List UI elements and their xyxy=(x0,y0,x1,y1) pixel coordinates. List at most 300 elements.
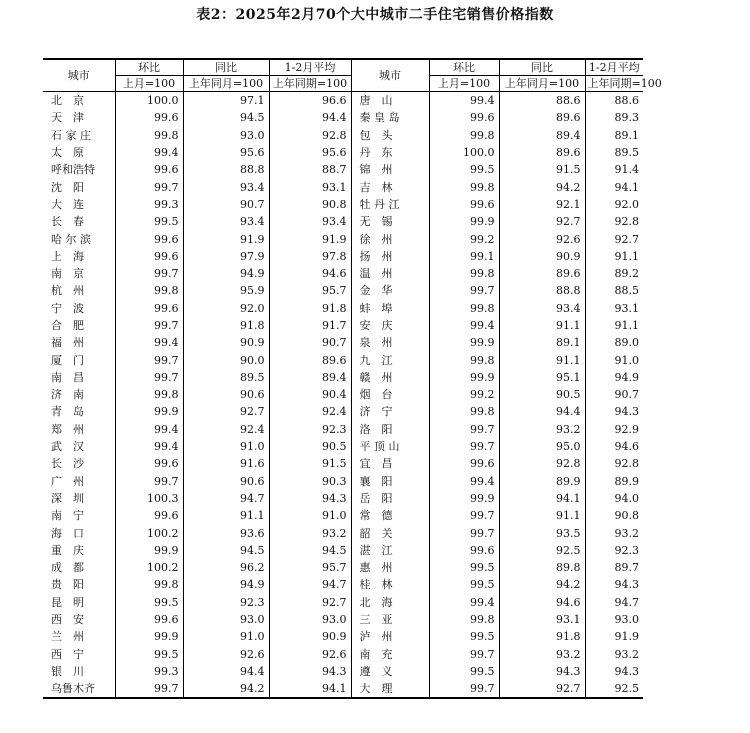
yoy-index: 93.0 xyxy=(183,127,269,144)
avg-index: 92.6 xyxy=(269,646,351,663)
mom-index: 99.4 xyxy=(429,317,499,334)
city-name: 金 华 xyxy=(351,282,429,299)
city-name: 烟 台 xyxy=(351,386,429,403)
avg-index: 89.9 xyxy=(585,473,643,490)
yoy-index: 89.5 xyxy=(183,369,269,386)
city-name: 惠 州 xyxy=(351,559,429,576)
avg-index: 92.7 xyxy=(269,594,351,611)
table-row xyxy=(43,473,643,490)
yoy-index: 89.6 xyxy=(499,144,585,161)
yoy-base-header: 上年同月=100 xyxy=(183,76,269,92)
avg-header: 1-2月平均 xyxy=(585,59,643,76)
price-index-table xyxy=(43,58,662,699)
avg-index: 91.4 xyxy=(585,161,643,178)
mom-index: 99.2 xyxy=(429,230,499,247)
avg-index: 91.1 xyxy=(585,317,643,334)
mom-index: 99.2 xyxy=(429,386,499,403)
city-name: 上 海 xyxy=(51,249,84,263)
yoy-index: 91.0 xyxy=(183,628,269,645)
avg-index: 93.2 xyxy=(585,524,643,541)
yoy-index: 92.5 xyxy=(499,542,585,559)
city-name: 蚌 埠 xyxy=(351,300,429,317)
table-row xyxy=(43,248,643,265)
mom-index: 99.4 xyxy=(115,421,183,438)
table-row xyxy=(43,196,643,213)
avg-index: 96.6 xyxy=(269,92,351,110)
mom-index: 99.7 xyxy=(115,680,183,698)
city-name: 长 春 xyxy=(51,215,84,229)
mom-index: 99.6 xyxy=(115,161,183,178)
yoy-index: 94.5 xyxy=(183,542,269,559)
mom-index: 99.7 xyxy=(429,507,499,524)
table-row xyxy=(43,646,643,663)
city-name: 大 理 xyxy=(351,680,429,698)
avg-index: 92.7 xyxy=(585,230,643,247)
mom-index: 99.5 xyxy=(429,663,499,680)
table-row xyxy=(43,576,643,593)
city-name: 济 宁 xyxy=(351,403,429,420)
table-row xyxy=(43,438,643,455)
yoy-index: 93.4 xyxy=(183,213,269,230)
avg-index: 91.7 xyxy=(269,317,351,334)
avg-index: 91.8 xyxy=(269,300,351,317)
mom-base-header: 上月=100 xyxy=(115,76,183,92)
yoy-index: 89.9 xyxy=(499,473,585,490)
table-row xyxy=(43,594,643,611)
yoy-index: 92.8 xyxy=(499,455,585,472)
avg-index: 91.9 xyxy=(269,230,351,247)
avg-index: 94.3 xyxy=(585,663,643,680)
city-name: 重 庆 xyxy=(51,543,84,557)
avg-index: 90.7 xyxy=(585,386,643,403)
city-name: 牡 丹 江 xyxy=(351,196,429,213)
table-row xyxy=(43,351,643,368)
table-row xyxy=(43,213,643,230)
yoy-index: 91.1 xyxy=(183,507,269,524)
yoy-index: 92.1 xyxy=(499,196,585,213)
yoy-index: 90.9 xyxy=(183,334,269,351)
city-name: 唐 山 xyxy=(351,92,429,110)
yoy-header: 同比 xyxy=(183,59,269,76)
mom-index: 99.7 xyxy=(429,646,499,663)
mom-index: 99.8 xyxy=(115,127,183,144)
mom-index: 99.8 xyxy=(429,351,499,368)
city-name: 遵 义 xyxy=(351,663,429,680)
avg-index: 92.8 xyxy=(585,213,643,230)
city-name: 岳 阳 xyxy=(351,490,429,507)
header-row-2 xyxy=(43,76,643,92)
city-name: 贵 阳 xyxy=(51,578,84,592)
yoy-index: 94.9 xyxy=(183,576,269,593)
avg-header: 1-2月平均 xyxy=(269,59,351,76)
mom-index: 100.2 xyxy=(115,524,183,541)
city-name: 武 汉 xyxy=(51,440,84,454)
table-row xyxy=(43,144,643,161)
city-name: 桂 林 xyxy=(351,576,429,593)
avg-base-header: 上年同期=100 xyxy=(269,76,351,92)
mom-index: 99.9 xyxy=(115,403,183,420)
mom-index: 99.6 xyxy=(115,507,183,524)
avg-index: 92.3 xyxy=(585,542,643,559)
avg-index: 97.8 xyxy=(269,248,351,265)
city-name: 天 津 xyxy=(51,111,84,125)
yoy-index: 92.6 xyxy=(183,646,269,663)
city-name: 哈 尔 滨 xyxy=(51,232,91,246)
avg-index: 89.1 xyxy=(585,127,643,144)
mom-index: 99.5 xyxy=(429,576,499,593)
mom-index: 99.3 xyxy=(115,663,183,680)
yoy-index: 93.5 xyxy=(499,524,585,541)
mom-index: 99.8 xyxy=(115,386,183,403)
table-row xyxy=(43,92,643,110)
table-row xyxy=(43,282,643,299)
yoy-index: 93.2 xyxy=(499,421,585,438)
mom-index: 99.9 xyxy=(429,334,499,351)
avg-index: 90.4 xyxy=(269,386,351,403)
mom-index: 99.7 xyxy=(115,178,183,195)
city-name: 平 顶 山 xyxy=(351,438,429,455)
yoy-index: 91.1 xyxy=(499,317,585,334)
yoy-index: 89.6 xyxy=(499,109,585,126)
avg-index: 89.7 xyxy=(585,559,643,576)
avg-index: 94.6 xyxy=(585,438,643,455)
table-title: 表2：2025年2月70个大中城市二手住宅销售价格指数 xyxy=(196,7,554,23)
avg-index: 94.3 xyxy=(585,576,643,593)
avg-index: 91.5 xyxy=(269,455,351,472)
mom-index: 99.7 xyxy=(115,317,183,334)
yoy-index: 93.0 xyxy=(183,611,269,628)
avg-index: 95.7 xyxy=(269,559,351,576)
avg-index: 94.5 xyxy=(269,542,351,559)
city-name: 丹 东 xyxy=(351,144,429,161)
yoy-index: 88.8 xyxy=(183,161,269,178)
yoy-index: 91.5 xyxy=(499,161,585,178)
avg-index: 95.6 xyxy=(269,144,351,161)
city-name: 九 江 xyxy=(351,351,429,368)
city-name: 青 岛 xyxy=(51,405,84,419)
yoy-index: 91.8 xyxy=(499,628,585,645)
yoy-index: 94.1 xyxy=(499,490,585,507)
avg-index: 94.1 xyxy=(269,680,351,698)
avg-index: 89.0 xyxy=(585,334,643,351)
avg-index: 89.4 xyxy=(269,369,351,386)
city-name: 北 京 xyxy=(51,94,84,108)
city-name: 海 口 xyxy=(51,526,84,540)
city-name: 湛 江 xyxy=(351,542,429,559)
table-row xyxy=(43,421,643,438)
city-name: 成 都 xyxy=(51,561,84,575)
yoy-index: 90.6 xyxy=(183,386,269,403)
yoy-index: 91.9 xyxy=(183,230,269,247)
mom-index: 99.5 xyxy=(115,594,183,611)
table-row xyxy=(43,265,643,282)
table-row xyxy=(43,628,643,645)
city-name: 福 州 xyxy=(51,336,84,350)
yoy-index: 92.3 xyxy=(183,594,269,611)
table-row xyxy=(43,663,643,680)
mom-index: 100.0 xyxy=(115,92,183,110)
yoy-index: 90.9 xyxy=(499,248,585,265)
city-name: 南 昌 xyxy=(51,370,84,384)
table-row xyxy=(43,334,643,351)
mom-index: 100.0 xyxy=(429,144,499,161)
yoy-index: 90.7 xyxy=(183,196,269,213)
yoy-index: 94.4 xyxy=(499,403,585,420)
yoy-index: 90.6 xyxy=(183,473,269,490)
mom-index: 99.8 xyxy=(429,300,499,317)
yoy-index: 94.2 xyxy=(499,576,585,593)
table-row xyxy=(43,386,643,403)
avg-index: 94.4 xyxy=(269,109,351,126)
avg-index: 90.7 xyxy=(269,334,351,351)
avg-index: 89.5 xyxy=(585,144,643,161)
yoy-index: 93.6 xyxy=(183,524,269,541)
mom-index: 99.1 xyxy=(429,248,499,265)
yoy-index: 90.0 xyxy=(183,351,269,368)
city-name: 无 锡 xyxy=(351,213,429,230)
mom-header: 环比 xyxy=(429,59,499,76)
mom-index: 99.7 xyxy=(115,351,183,368)
yoy-index: 88.6 xyxy=(499,92,585,110)
mom-index: 99.7 xyxy=(429,680,499,698)
mom-index: 99.7 xyxy=(115,265,183,282)
city-name: 厦 门 xyxy=(51,353,84,367)
yoy-index: 93.4 xyxy=(499,300,585,317)
yoy-index: 95.6 xyxy=(183,144,269,161)
yoy-index: 91.8 xyxy=(183,317,269,334)
yoy-index: 97.1 xyxy=(183,92,269,110)
yoy-index: 96.2 xyxy=(183,559,269,576)
avg-index: 92.9 xyxy=(585,421,643,438)
avg-index: 94.3 xyxy=(269,490,351,507)
city-name: 南 宁 xyxy=(51,509,84,523)
avg-index: 92.8 xyxy=(269,127,351,144)
avg-index: 90.8 xyxy=(269,196,351,213)
mom-index: 99.6 xyxy=(429,455,499,472)
table-row xyxy=(43,455,643,472)
yoy-index: 94.9 xyxy=(183,265,269,282)
avg-index: 89.2 xyxy=(585,265,643,282)
city-name: 徐 州 xyxy=(351,230,429,247)
avg-index: 91.0 xyxy=(269,507,351,524)
avg-index: 92.5 xyxy=(585,680,643,698)
avg-index: 93.0 xyxy=(269,611,351,628)
city-name: 沈 阳 xyxy=(51,180,84,194)
avg-index: 94.3 xyxy=(585,403,643,420)
city-name: 安 庆 xyxy=(351,317,429,334)
city-name: 襄 阳 xyxy=(351,473,429,490)
yoy-index: 94.6 xyxy=(499,594,585,611)
table-row xyxy=(43,127,643,144)
city-name: 深 圳 xyxy=(51,491,84,505)
yoy-index: 94.7 xyxy=(183,490,269,507)
yoy-index: 92.0 xyxy=(183,300,269,317)
table-row xyxy=(43,369,643,386)
mom-index: 99.5 xyxy=(115,213,183,230)
avg-index: 94.9 xyxy=(585,369,643,386)
city-name: 吉 林 xyxy=(351,178,429,195)
yoy-index: 97.9 xyxy=(183,248,269,265)
avg-index: 93.2 xyxy=(585,646,643,663)
yoy-index: 94.5 xyxy=(183,109,269,126)
city-name: 秦 皇 岛 xyxy=(351,109,429,126)
mom-index: 99.8 xyxy=(429,403,499,420)
mom-index: 99.8 xyxy=(429,611,499,628)
mom-index: 99.8 xyxy=(429,127,499,144)
mom-index: 99.9 xyxy=(115,542,183,559)
avg-index: 90.8 xyxy=(585,507,643,524)
yoy-index: 95.0 xyxy=(499,438,585,455)
yoy-index: 90.5 xyxy=(499,386,585,403)
table-row xyxy=(43,300,643,317)
yoy-index: 94.4 xyxy=(183,663,269,680)
mom-index: 99.4 xyxy=(429,594,499,611)
city-name: 宁 波 xyxy=(51,301,84,315)
mom-index: 99.6 xyxy=(429,196,499,213)
city-name: 济 南 xyxy=(51,388,84,402)
mom-index: 99.5 xyxy=(429,559,499,576)
mom-index: 99.9 xyxy=(429,213,499,230)
city-name: 包 头 xyxy=(351,127,429,144)
mom-index: 99.4 xyxy=(115,334,183,351)
yoy-index: 94.2 xyxy=(499,178,585,195)
avg-index: 92.0 xyxy=(585,196,643,213)
yoy-index: 91.1 xyxy=(499,351,585,368)
mom-index: 99.9 xyxy=(429,490,499,507)
avg-index: 94.3 xyxy=(269,663,351,680)
city-name: 杭 州 xyxy=(51,284,84,298)
yoy-index: 91.0 xyxy=(183,438,269,455)
city-name: 扬 州 xyxy=(351,248,429,265)
table-row xyxy=(43,524,643,541)
city-name: 呼和浩特 xyxy=(51,163,95,177)
yoy-index: 92.7 xyxy=(499,213,585,230)
avg-index: 91.0 xyxy=(585,351,643,368)
yoy-index: 89.1 xyxy=(499,334,585,351)
city-name: 乌鲁木齐 xyxy=(43,680,115,698)
avg-index: 94.7 xyxy=(269,576,351,593)
city-header: 城市 xyxy=(351,59,429,92)
avg-index: 90.9 xyxy=(269,628,351,645)
mom-index: 99.4 xyxy=(429,92,499,110)
yoy-index: 93.4 xyxy=(183,178,269,195)
mom-index: 99.4 xyxy=(429,473,499,490)
mom-index: 99.3 xyxy=(115,196,183,213)
mom-index: 100.2 xyxy=(115,559,183,576)
mom-index: 99.6 xyxy=(429,542,499,559)
mom-index: 99.5 xyxy=(429,161,499,178)
avg-index: 89.3 xyxy=(585,109,643,126)
yoy-index: 89.8 xyxy=(499,559,585,576)
avg-index: 92.3 xyxy=(269,421,351,438)
table-row xyxy=(43,507,643,524)
city-name: 泸 州 xyxy=(351,628,429,645)
mom-index: 99.4 xyxy=(115,144,183,161)
yoy-index: 94.2 xyxy=(183,680,269,698)
avg-index: 92.4 xyxy=(269,403,351,420)
city-name: 银 川 xyxy=(51,664,84,678)
mom-index: 99.7 xyxy=(429,524,499,541)
avg-index: 89.6 xyxy=(269,351,351,368)
city-name: 常 德 xyxy=(351,507,429,524)
table-row xyxy=(43,317,643,334)
mom-index: 99.6 xyxy=(429,109,499,126)
yoy-index: 89.4 xyxy=(499,127,585,144)
yoy-index: 93.2 xyxy=(499,646,585,663)
mom-base-header: 上月=100 xyxy=(429,76,499,92)
yoy-index: 91.6 xyxy=(183,455,269,472)
mom-index: 99.6 xyxy=(115,300,183,317)
mom-index: 99.7 xyxy=(429,438,499,455)
table-row xyxy=(43,611,643,628)
city-name: 温 州 xyxy=(351,265,429,282)
mom-index: 99.8 xyxy=(115,576,183,593)
mom-index: 99.8 xyxy=(429,178,499,195)
mom-index: 99.7 xyxy=(429,282,499,299)
yoy-base-header: 上年同月=100 xyxy=(499,76,585,92)
city-name: 北 海 xyxy=(351,594,429,611)
city-name: 郑 州 xyxy=(51,422,84,436)
city-name: 长 沙 xyxy=(51,457,84,471)
city-name: 南 京 xyxy=(51,267,84,281)
table-row xyxy=(43,109,643,126)
mom-index: 100.3 xyxy=(115,490,183,507)
city-name: 广 州 xyxy=(51,474,84,488)
yoy-index: 95.1 xyxy=(499,369,585,386)
table-row xyxy=(43,490,643,507)
city-name: 三 亚 xyxy=(351,611,429,628)
avg-index: 93.2 xyxy=(269,524,351,541)
avg-index: 95.7 xyxy=(269,282,351,299)
mom-index: 99.6 xyxy=(115,109,183,126)
city-name: 宜 昌 xyxy=(351,455,429,472)
avg-base-header: 上年同期=100 xyxy=(585,76,643,92)
mom-index: 99.9 xyxy=(115,628,183,645)
avg-index: 94.1 xyxy=(585,178,643,195)
mom-index: 99.7 xyxy=(115,473,183,490)
yoy-index: 89.6 xyxy=(499,265,585,282)
avg-index: 90.3 xyxy=(269,473,351,490)
avg-index: 94.7 xyxy=(585,594,643,611)
city-name: 合 肥 xyxy=(51,319,84,332)
mom-index: 99.6 xyxy=(115,230,183,247)
city-name: 南 充 xyxy=(351,646,429,663)
mom-index: 99.8 xyxy=(115,282,183,299)
mom-index: 99.6 xyxy=(115,248,183,265)
yoy-index: 91.1 xyxy=(499,507,585,524)
yoy-index: 94.3 xyxy=(499,663,585,680)
city-name: 石 家 庄 xyxy=(51,128,91,142)
table-row xyxy=(43,178,643,195)
mom-index: 99.4 xyxy=(115,438,183,455)
avg-index: 88.7 xyxy=(269,161,351,178)
mom-index: 99.5 xyxy=(429,628,499,645)
avg-index: 90.5 xyxy=(269,438,351,455)
mom-index: 99.7 xyxy=(429,421,499,438)
avg-index: 92.8 xyxy=(585,455,643,472)
city-name: 大 连 xyxy=(51,197,84,211)
city-name: 昆 明 xyxy=(51,595,84,609)
city-name: 太 原 xyxy=(51,146,84,160)
avg-index: 94.6 xyxy=(269,265,351,282)
avg-index: 88.6 xyxy=(585,92,643,110)
yoy-index: 93.1 xyxy=(499,611,585,628)
avg-index: 93.4 xyxy=(269,213,351,230)
avg-index: 93.0 xyxy=(585,611,643,628)
mom-index: 99.7 xyxy=(115,369,183,386)
avg-index: 93.1 xyxy=(585,300,643,317)
mom-index: 99.6 xyxy=(115,455,183,472)
